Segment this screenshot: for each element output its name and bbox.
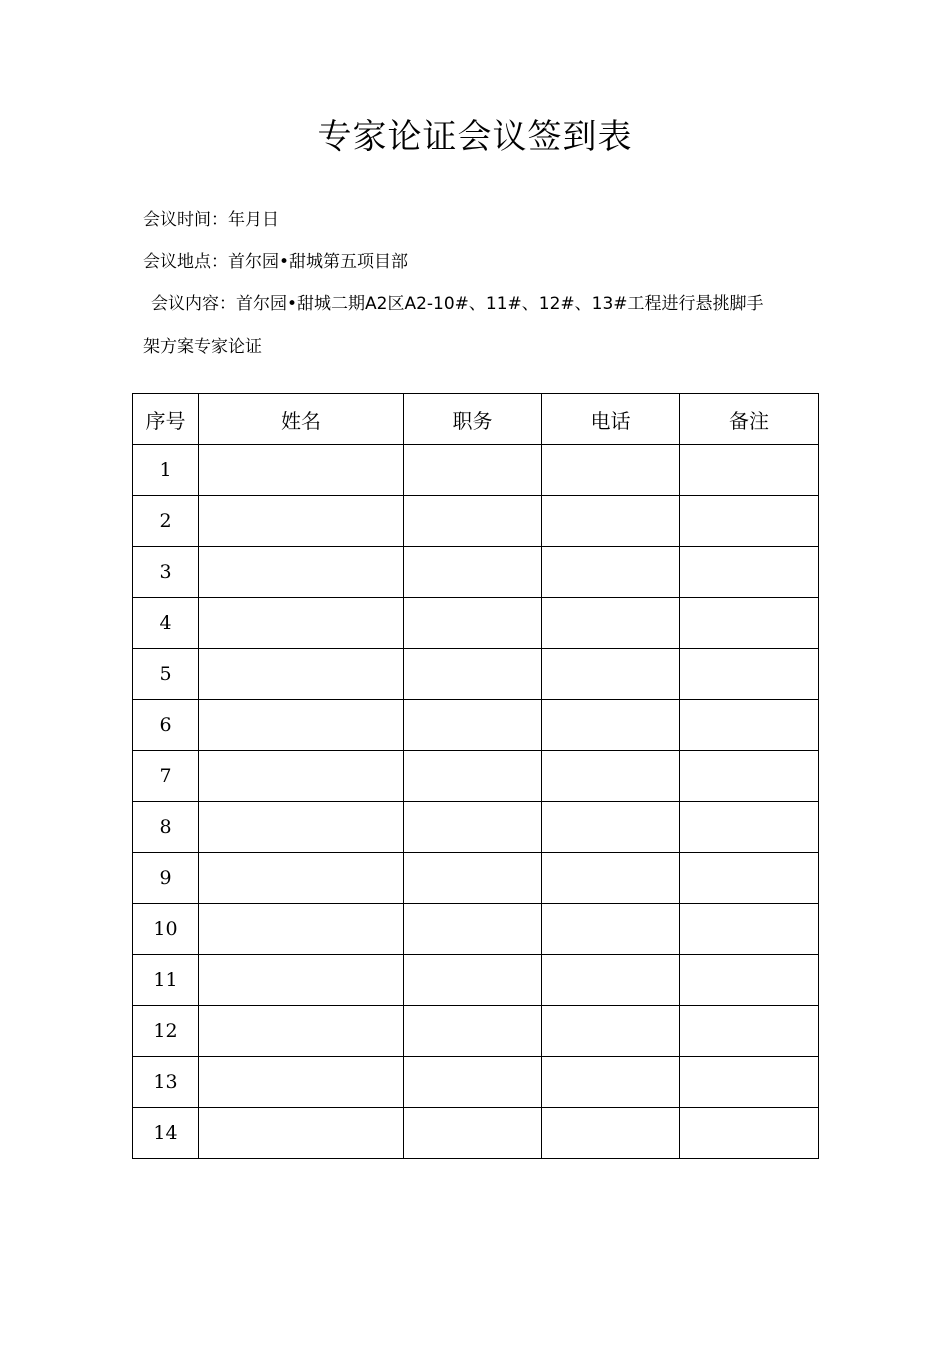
table-row xyxy=(133,547,819,598)
header-position: 职务 xyxy=(404,394,542,445)
position-cell[interactable] xyxy=(404,445,542,496)
remarks-cell[interactable] xyxy=(680,1057,819,1108)
name-cell[interactable] xyxy=(199,547,404,598)
name-cell[interactable] xyxy=(199,649,404,700)
name-cell[interactable] xyxy=(199,496,404,547)
row-index: 4 xyxy=(133,598,199,649)
row-index: 14 xyxy=(133,1108,199,1159)
position-cell[interactable] xyxy=(404,751,542,802)
name-cell[interactable] xyxy=(199,751,404,802)
remarks-cell[interactable] xyxy=(680,751,819,802)
row-index: 5 xyxy=(133,649,199,700)
meeting-content-line2: 架方案专家论证 xyxy=(143,337,262,357)
row-index: 9 xyxy=(133,853,199,904)
remarks-cell[interactable] xyxy=(680,649,819,700)
phone-cell[interactable] xyxy=(542,496,680,547)
row-index: 8 xyxy=(133,802,199,853)
header-index: 序号 xyxy=(133,394,199,445)
name-cell[interactable] xyxy=(199,1108,404,1159)
phone-cell[interactable] xyxy=(542,547,680,598)
table-row xyxy=(133,955,819,1006)
row-index: 1 xyxy=(133,445,199,496)
position-cell[interactable] xyxy=(404,853,542,904)
remarks-cell[interactable] xyxy=(680,904,819,955)
name-cell[interactable] xyxy=(199,955,404,1006)
name-cell[interactable] xyxy=(199,1057,404,1108)
row-index: 13 xyxy=(133,1057,199,1108)
remarks-cell[interactable] xyxy=(680,802,819,853)
table-row xyxy=(133,598,819,649)
position-cell[interactable] xyxy=(404,598,542,649)
row-index: 6 xyxy=(133,700,199,751)
remarks-cell[interactable] xyxy=(680,700,819,751)
phone-cell[interactable] xyxy=(542,802,680,853)
header-phone: 电话 xyxy=(542,394,680,445)
phone-cell[interactable] xyxy=(542,1057,680,1108)
table-row xyxy=(133,802,819,853)
remarks-cell[interactable] xyxy=(680,445,819,496)
remarks-cell[interactable] xyxy=(680,598,819,649)
table-row xyxy=(133,1057,819,1108)
name-cell[interactable] xyxy=(199,904,404,955)
name-cell[interactable] xyxy=(199,700,404,751)
position-cell[interactable] xyxy=(404,547,542,598)
phone-cell[interactable] xyxy=(542,649,680,700)
table-row xyxy=(133,904,819,955)
remarks-cell[interactable] xyxy=(680,547,819,598)
phone-cell[interactable] xyxy=(542,1006,680,1057)
page-title: 专家论证会议签到表 xyxy=(317,117,633,157)
remarks-cell[interactable] xyxy=(680,1006,819,1057)
row-index: 2 xyxy=(133,496,199,547)
remarks-cell[interactable] xyxy=(680,496,819,547)
phone-cell[interactable] xyxy=(542,955,680,1006)
row-index: 7 xyxy=(133,751,199,802)
table-row xyxy=(133,751,819,802)
table-row xyxy=(133,700,819,751)
row-index: 3 xyxy=(133,547,199,598)
position-cell[interactable] xyxy=(404,904,542,955)
position-cell[interactable] xyxy=(404,802,542,853)
position-cell[interactable] xyxy=(404,649,542,700)
remarks-cell[interactable] xyxy=(680,1108,819,1159)
name-cell[interactable] xyxy=(199,1006,404,1057)
position-cell[interactable] xyxy=(404,1057,542,1108)
name-cell[interactable] xyxy=(199,445,404,496)
position-cell[interactable] xyxy=(404,496,542,547)
row-index: 10 xyxy=(133,904,199,955)
phone-cell[interactable] xyxy=(542,751,680,802)
row-index: 11 xyxy=(133,955,199,1006)
header-name: 姓名 xyxy=(199,394,404,445)
table-row xyxy=(133,853,819,904)
remarks-cell[interactable] xyxy=(680,955,819,1006)
position-cell[interactable] xyxy=(404,1108,542,1159)
position-cell[interactable] xyxy=(404,1006,542,1057)
phone-cell[interactable] xyxy=(542,904,680,955)
phone-cell[interactable] xyxy=(542,598,680,649)
position-cell[interactable] xyxy=(404,955,542,1006)
phone-cell[interactable] xyxy=(542,445,680,496)
table-header-row xyxy=(133,394,819,445)
table-row xyxy=(133,649,819,700)
phone-cell[interactable] xyxy=(542,700,680,751)
table-row xyxy=(133,445,819,496)
meeting-content-line1: 会议内容：首尔园•甜城二期A2区A2-10#、11#、12#、13#工程进行悬挑脚手 xyxy=(151,294,764,314)
name-cell[interactable] xyxy=(199,598,404,649)
name-cell[interactable] xyxy=(199,853,404,904)
table-row xyxy=(133,496,819,547)
phone-cell[interactable] xyxy=(542,853,680,904)
meeting-time: 会议时间：年月日 xyxy=(143,210,279,230)
name-cell[interactable] xyxy=(199,802,404,853)
remarks-cell[interactable] xyxy=(680,853,819,904)
phone-cell[interactable] xyxy=(542,1108,680,1159)
position-cell[interactable] xyxy=(404,700,542,751)
sign-in-table xyxy=(132,393,819,1159)
header-remarks: 备注 xyxy=(680,394,819,445)
row-index: 12 xyxy=(133,1006,199,1057)
table-row xyxy=(133,1108,819,1159)
table-row xyxy=(133,1006,819,1057)
meeting-place: 会议地点：首尔园•甜城第五项目部 xyxy=(143,252,409,272)
